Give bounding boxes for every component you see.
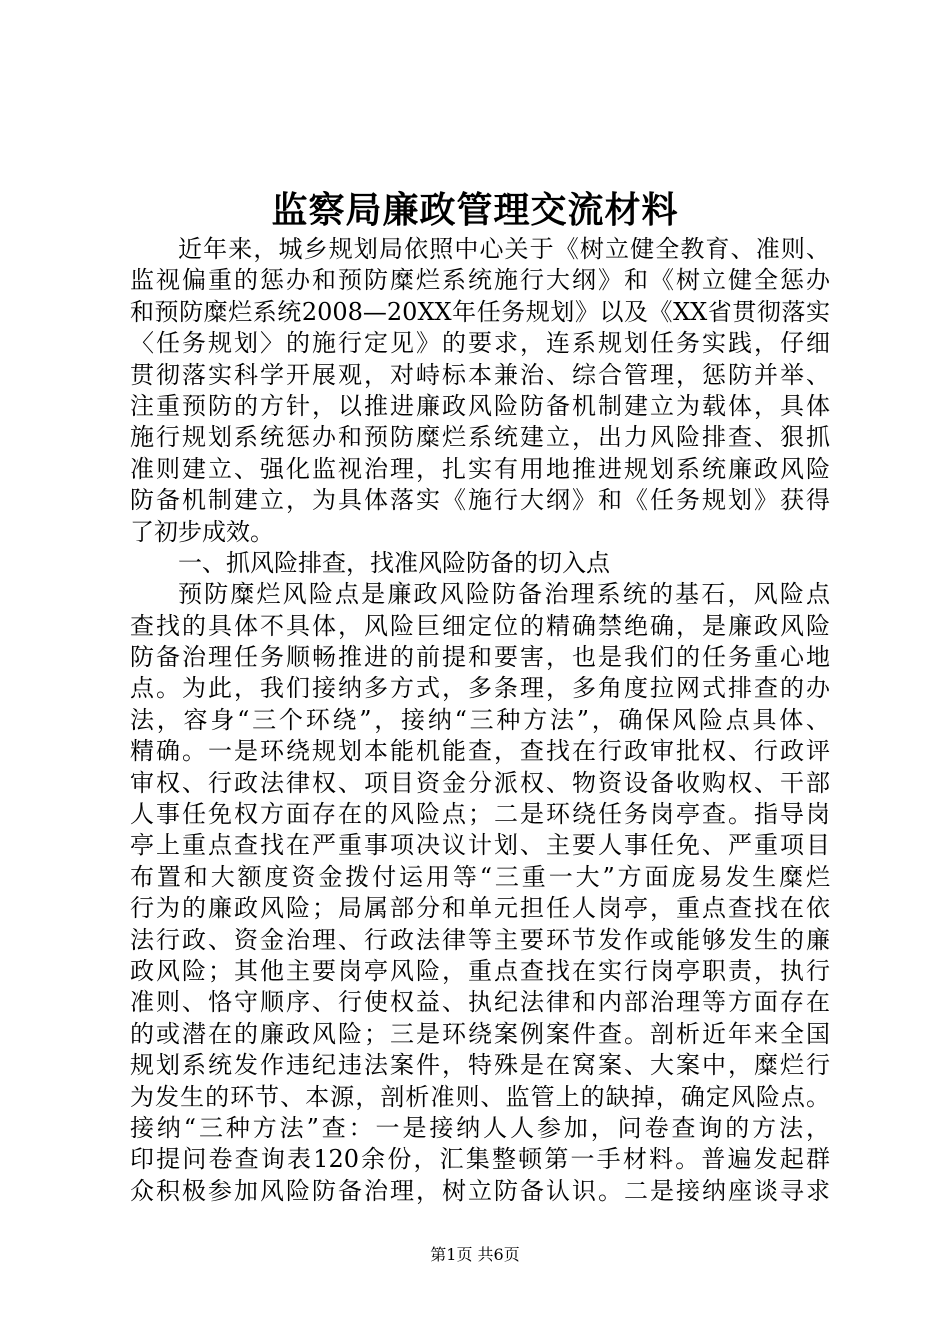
text-line: 的或潜在的廉政风险；三是环绕案例案件查。剖析近年来全国: [130, 1019, 830, 1048]
text-line: 准则、恪守顺序、行使权益、执纪法律和内部治理等方面存在: [130, 988, 830, 1017]
text-line: 监视偏重的惩办和预防糜烂系统施行大纲》和《树立健全惩办: [130, 266, 830, 295]
text-line: 了初步成效。: [130, 517, 274, 546]
text-line: 为发生的环节、本源，剖析准则、监管上的缺掉，确定风险点。: [130, 1082, 830, 1111]
text-line: 贯彻落实科学开展观，对峙标本兼治、综合管理，惩防并举、: [130, 360, 830, 389]
section-heading: 一、抓风险排查，找准风险防备的切入点: [178, 548, 610, 577]
text-line: 布置和大额度资金拨付运用等“三重一大”方面庞易发生糜烂: [130, 862, 830, 891]
text-line: 近年来，城乡规划局依照中心关于《树立健全教育、准则、: [178, 235, 830, 263]
text-line: 印提问卷查询表120余份，汇集整顿第一手材料。普遍发起群: [130, 1145, 830, 1174]
text-line: 行为的廉政风险；局属部分和单元担任人岗亭，重点查找在依: [130, 894, 830, 923]
text-line: 众积极参加风险防备治理，树立防备认识。二是接纳座谈寻求: [130, 1176, 830, 1205]
document-body: [130, 234, 830, 1207]
text-line: 预防糜烂风险点是廉政风险防备治理系统的基石，风险点: [178, 580, 830, 609]
document-title: 监察局廉政管理交流材料: [271, 189, 679, 231]
text-line: 注重预防的方针，以推进廉政风险防备机制建立为载体，具体: [130, 391, 830, 420]
text-line: 和预防糜烂系统2008—20XX年任务规划》以及《XX省贯彻落实: [130, 297, 830, 326]
text-line: 法行政、资金治理、行政法律等主要环节发作或能够发生的廉: [130, 925, 830, 954]
text-line: 政风险；其他主要岗亭风险，重点查找在实行岗亭职责，执行: [130, 956, 830, 985]
text-line: 防备机制建立，为具体落实《施行大纲》和《任务规划》获得: [130, 486, 830, 515]
text-line: 施行规划系统惩办和预防糜烂系统建立，出力风险排查、狠抓: [130, 423, 830, 452]
text-line: 点。为此，我们接纳多方式，多条理，多角度拉网式排查的办: [130, 674, 830, 703]
text-line: 准则建立、强化监视治理，扎实有用地推进规划系统廉政风险: [130, 454, 830, 483]
text-line: 法，容身“三个环绕”，接纳“三种方法”，确保风险点具体、: [130, 705, 830, 734]
text-line: 人事任免权方面存在的风险点；二是环绕任务岗亭查。指导岗: [130, 800, 830, 829]
text-line: 亭上重点查找在严重事项决议计划、主要人事任免、严重项目: [130, 831, 830, 860]
text-line: 规划系统发作违纪违法案件，特殊是在窝案、大案中，糜烂行: [130, 1051, 830, 1080]
text-line: 防备治理任务顺畅推进的前提和要害，也是我们的任务重心地: [130, 643, 830, 672]
text-line: 查找的具体不具体，风险巨细定位的精确禁绝确，是廉政风险: [130, 611, 830, 640]
text-line: 〈任务规划〉的施行定见》的要求，连系规划任务实践，仔细: [130, 329, 830, 358]
text-line: 精确。一是环绕规划本能机能查，查找在行政审批权、行政评: [130, 737, 830, 766]
page-number-footer: 第1页 共6页: [430, 1245, 520, 1264]
text-line: 审权、行政法律权、项目资金分派权、物资设备收购权、干部: [130, 768, 830, 797]
text-line: 接纳“三种方法”查：一是接纳人人参加，问卷查询的方法，: [130, 1113, 830, 1142]
